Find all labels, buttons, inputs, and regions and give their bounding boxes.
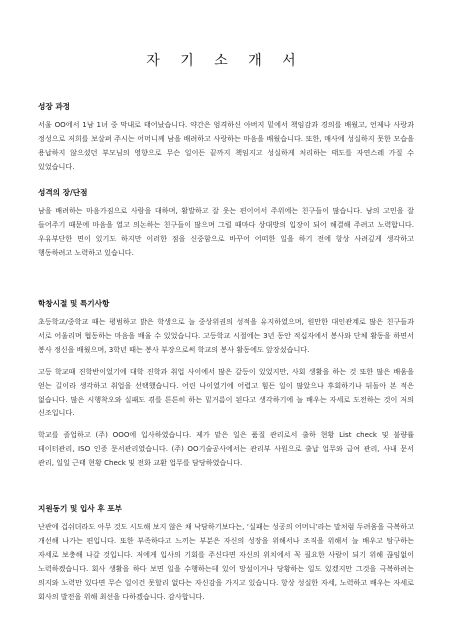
section-growth <box>38 102 414 174</box>
section-motivation <box>38 504 414 603</box>
section-paragraph: 서울 OO에서 1남 1녀 중 막내로 태어났습니다. 약간은 엄격하신 아버지 밑에서 책임감과 경의를 배웠고, 언제나 사랑과 정성으로 저희를 보살펴 주시는 어머니께 남을 배려하고 사랑하는 마음을 배웠습니다. 또한, 매사에 성실하지 못한 모습을 용납하지 않으셨던 부모님의 영향으로 무슨 일이든 끝까지 책임지고 성실하게 처리하는 태도를 자연스레 가질 수 있었습니다. <box>38 120 414 171</box>
document-title: 자 기 소 개 서 <box>146 53 304 69</box>
section-paragraph: 난관에 겁쉬더라도 아무 것도 시도해 보지 않은 채 낙담하기보다는, ‘실패는 성공의 어머니’라는 말처럼 두려움을 극복하고 개선해 나가는 편입니다. 또한 부족하다고 느끼는 부분은 자신의 성장을 위해서나 조직을 위해서 늘 배우고 탐구하는 자세로 보충해 나갈 것입니다. 저에게 입사의 기회를 주신다면 자신의 위치에서 꼭 필요한 사람이 되기 위해 끊임없이 노력하겠습니다. 회사 생활을 하다 보면 일을 수행하는데 있어 망설이거나 당황하는 일도 있겠지만 그것을 극복하려는 의지와 노력만 있다면 무슨 일이건 못할리 없다는 자신감을 가지고 있습니다. 항상 성실한 자세, 노력하고 배우는 자세로 회사의 발전을 위해 최선을 다하겠습니다. 감사합니다. <box>38 522 414 601</box>
section-heading: 지원동기 및 입사 후 포부 <box>38 504 122 513</box>
section-paragraph: 고등 학교때 진학반이었기에 대학 진학과 취업 사이에서 많은 갈등이 있었지만, 사회 생활을 하는 것 또한 많은 배움을 얻는 길이라 생각하고 취업을 선택했습니다. 어린 나이였기에 어렵고 힘든 일이 많았으나 후회하기나 뒤돌아 본 적은 없습니다. 많은 시행착오와 실패도 겪를 튼튼히 하는 밑거름이 된다고 생각하기에 늘 배우는 자세로 도전하는 것이 저의 신조입니다. <box>38 366 414 418</box>
section-heading: 성장 과정 <box>38 102 70 111</box>
section-paragraph: 남을 배려하는 마음가짐으로 사람을 대하며, 활발하고 잘 웃는 편이어서 주위에는 친구들이 많습니다. 남의 고민을 잘 들어주기 때문에 마음을 열고 의논하는 친구들이 많으며 그럴 때마다 상대방의 입장이 되어 해결해 주려고 노력합니다. 우유부단한 면이 있기도 하지만 이러한 점을 신중함으로 바꾸어 어떠한 일을 하기 전에 항상 사려깊게 생각하고 행동하려고 노력하고 있습니다. <box>38 206 414 257</box>
section-personality <box>38 188 414 260</box>
section-paragraph: 초등학교/중학교 때는 평범하고 밝은 학생으로 늘 중상위권의 성적을 유지하였으며, 원만한 대인관계로 많은 친구들과 서로 어울리며 협동하는 마음을 배울 수 있었습니다. 고등학교 시절에는 3년 동안 적십자에서 봉사와 단체 활동을 하면서 봉사 정신을 배웠으며, 3학년 때는 봉사 부장으로써 학교의 봉사 활동에도 앞장섰습니다. <box>38 317 414 354</box>
section-school <box>38 299 414 470</box>
section-heading: 성격의 장/단점 <box>38 188 88 197</box>
section-paragraph: 학교를 졸업하고 (주) OOO에 입사하였습니다. 제가 맡은 일은 품질 관리로서 출하 현황 List check 및 불량률 데이터관리, ISO 인증 문서관리였습니다. (주) OO기술공사에서는 관리부 사원으로 출납 업무와 급여 관리, 사내 문서 관리, 일일 근태 현황 Check 및 전화 교환 업무를 담당하였습니다. <box>38 430 414 468</box>
section-heading: 학창시절 및 특기사항 <box>38 299 110 308</box>
